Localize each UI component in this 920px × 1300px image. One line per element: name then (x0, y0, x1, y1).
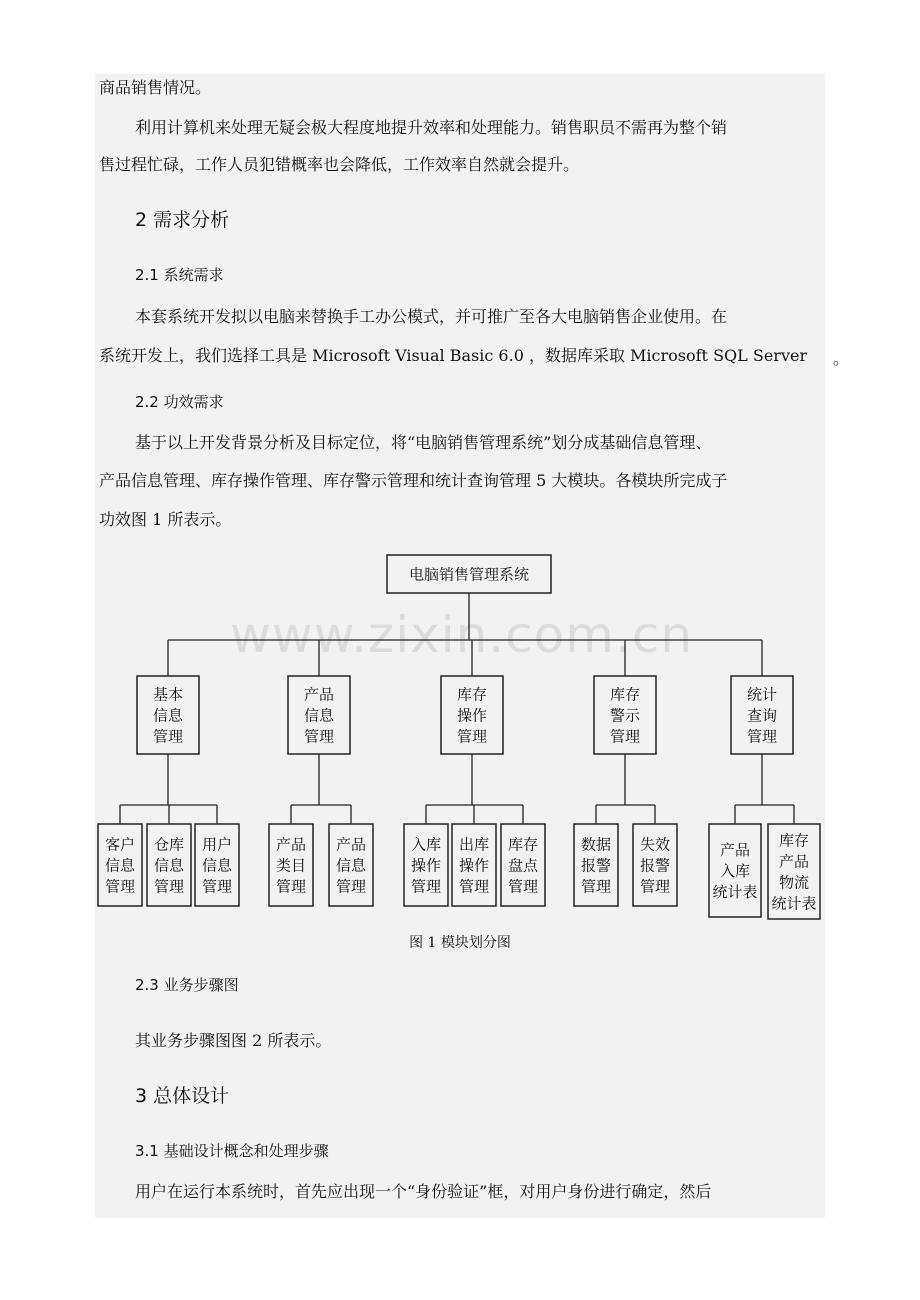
submodule-node-label: 统计表 (712, 882, 758, 901)
submodule-node-label: 管理 (201, 877, 233, 896)
section-heading: 2 需求分析 (135, 209, 230, 231)
submodule-node-label: 出库 (458, 835, 490, 854)
module-node-label: 基本 (152, 685, 184, 704)
submodule-node-label: 管理 (335, 877, 367, 896)
paragraph-line: 功效图 1 所表示。 (99, 510, 232, 529)
paragraph-line: 利用计算机来处理无疑会极大程度地提升效率和处理能力。销售职员不需再为整个销 (135, 118, 728, 137)
module-node-label: 信息 (303, 706, 335, 725)
submodule-node-label: 信息 (201, 856, 233, 875)
module-node-label: 库存 (456, 685, 488, 704)
submodule-node-label: 失效 (639, 835, 671, 854)
root-node-label: 电脑销售管理系统 (408, 565, 530, 584)
submodule-node-label: 报警 (639, 856, 671, 875)
submodule-node-label: 产品 (719, 840, 751, 859)
submodule-node-label: 管理 (104, 877, 136, 896)
subsection-heading: 2.3 业务步骤图 (135, 976, 239, 994)
module-node-label: 操作 (456, 706, 488, 725)
subsection-heading: 3.1 基础设计概念和处理步骤 (135, 1142, 329, 1160)
paragraph-line: 用户在运行本系统时，首先应出现一个“身份验证”框，对用户身份进行确定，然后 (135, 1182, 712, 1201)
paragraph-line: 商品销售情况。 (99, 78, 212, 97)
submodule-node-label: 数据 (580, 835, 612, 854)
submodule-node-label: 产品 (275, 835, 307, 854)
subsection-heading: 2.1 系统需求 (135, 266, 224, 284)
submodule-node-label: 管理 (580, 877, 612, 896)
submodule-node-label: 库存 (778, 831, 810, 850)
module-node-label: 管理 (746, 727, 778, 746)
submodule-node-label: 客户 (104, 835, 136, 854)
submodule-node-label: 信息 (153, 856, 185, 875)
submodule-node-label: 类目 (275, 856, 307, 875)
section-heading: 3 总体设计 (135, 1085, 230, 1107)
module-node-label: 信息 (152, 706, 184, 725)
module-node-label: 统计 (746, 685, 778, 704)
submodule-node-label: 管理 (275, 877, 307, 896)
module-division-diagram (95, 546, 825, 926)
submodule-node-label: 盘点 (507, 856, 539, 875)
submodule-node-label: 管理 (153, 877, 185, 896)
module-node-label: 库存 (609, 685, 641, 704)
submodule-node-label: 信息 (104, 856, 136, 875)
submodule-node-label: 操作 (458, 856, 490, 875)
submodule-node-label: 库存 (507, 835, 539, 854)
submodule-node-label: 管理 (639, 877, 671, 896)
paragraph-tail: 。 (833, 349, 850, 368)
submodule-node-label: 报警 (580, 856, 612, 875)
module-node-label: 产品 (303, 685, 335, 704)
figure-caption: 图 1 模块划分图 (409, 935, 511, 951)
module-node-label: 管理 (609, 727, 641, 746)
module-node-label: 查询 (746, 706, 778, 725)
submodule-node-label: 管理 (507, 877, 539, 896)
module-node-label: 管理 (456, 727, 488, 746)
submodule-node-label: 产品 (335, 835, 367, 854)
submodule-node-label: 操作 (410, 856, 442, 875)
paragraph-line: 基于以上开发背景分析及目标定位，将“电脑销售管理系统”划分成基础信息管理、 (135, 433, 712, 452)
paragraph-line: 其业务步骤图图 2 所表示。 (135, 1031, 332, 1050)
paragraph-line: 本套系统开发拟以电脑来替换手工办公模式，并可推广至各大电脑销售企业使用。在 (135, 307, 728, 326)
submodule-node-label: 管理 (410, 877, 442, 896)
module-node-label: 警示 (609, 706, 641, 725)
submodule-node-label: 产品 (778, 852, 810, 871)
submodule-node-label: 统计表 (771, 894, 817, 913)
module-node-label: 管理 (303, 727, 335, 746)
paragraph-line: 系统开发上，我们选择工具是 Microsoft Visual Basic 6.0 ，数据库采取 Microsoft SQL Server (99, 346, 808, 365)
paragraph-line: 售过程忙碌，工作人员犯错概率也会降低，工作效率自然就会提升。 (99, 155, 580, 174)
submodule-node-label: 仓库 (153, 835, 185, 854)
subsection-heading: 2.2 功效需求 (135, 393, 224, 411)
submodule-node-label: 入库 (410, 835, 442, 854)
submodule-node-label: 入库 (719, 861, 751, 880)
paragraph-line: 产品信息管理、库存操作管理、库存警示管理和统计查询管理 5 大模块。各模块所完成子 (99, 471, 728, 490)
submodule-node-label: 物流 (778, 873, 810, 892)
submodule-node-label: 信息 (335, 856, 367, 875)
submodule-node-label: 管理 (458, 877, 490, 896)
module-node-label: 管理 (152, 727, 184, 746)
submodule-node-label: 用户 (201, 835, 233, 854)
